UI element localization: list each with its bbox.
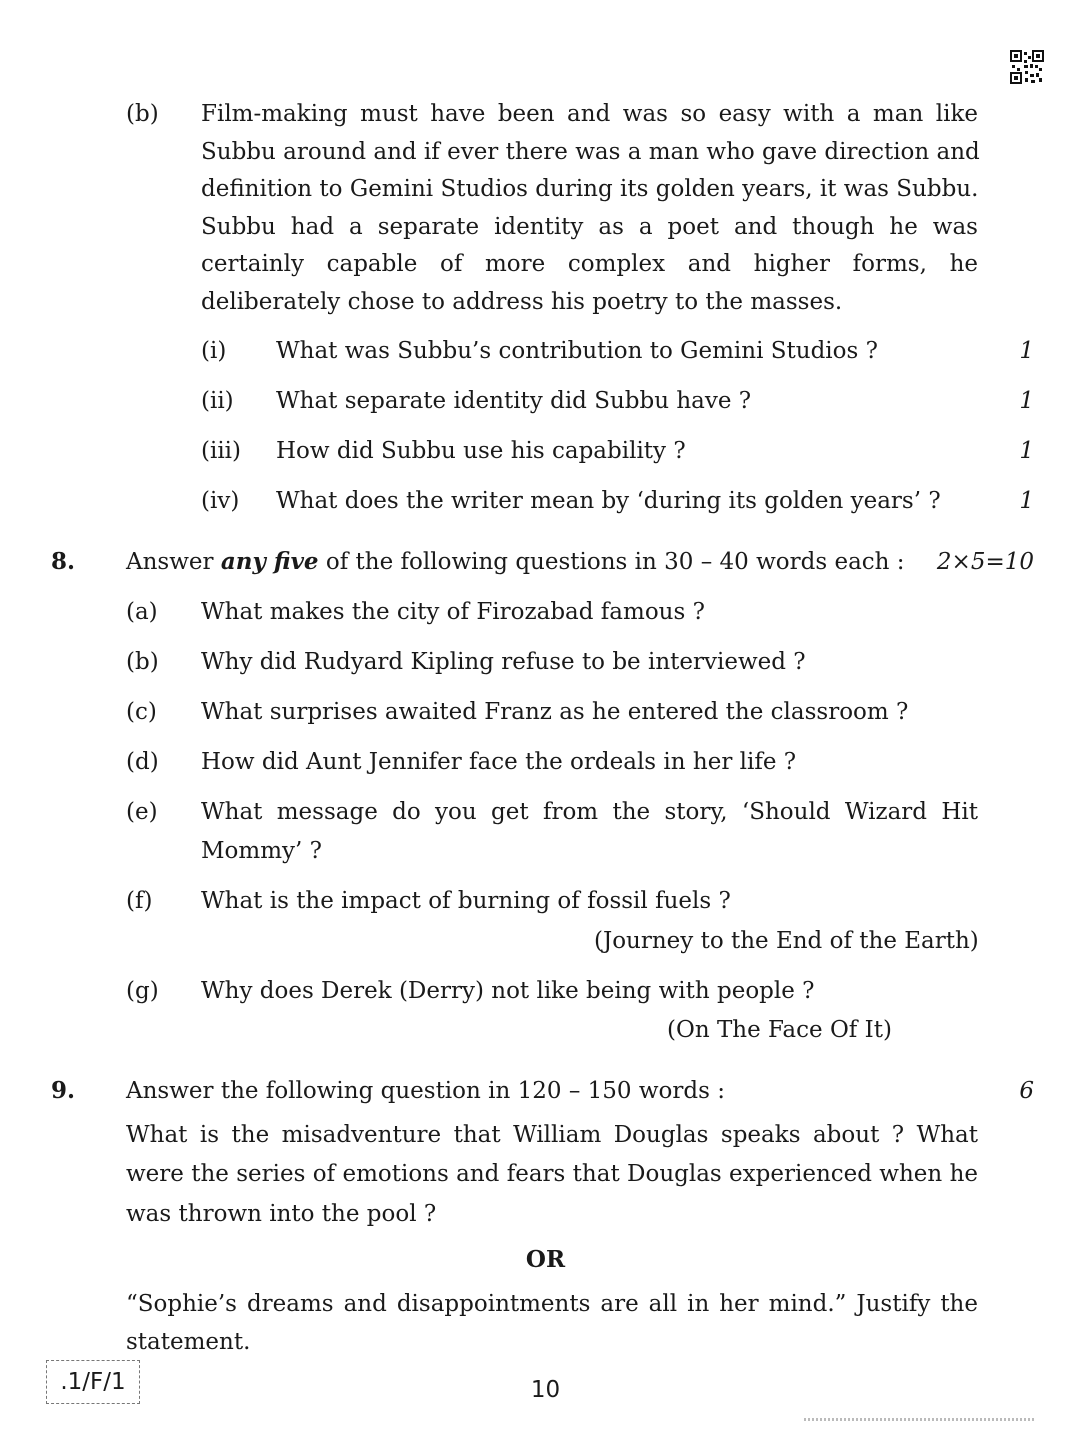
- subquestion-marks: 1: [1019, 338, 1034, 364]
- subquestion-text: What does the writer mean by ‘during its golden years’ ?: [276, 488, 941, 514]
- passage-line: deliberately chose to address his poetry to the masses.: [201, 289, 843, 315]
- passage-line: Subbu around and if ever there was a man who gave direction and: [201, 139, 980, 165]
- item-text: What message do you get from the story, ‘Should Wizard Hit: [201, 799, 978, 825]
- paper-code: .1/F/1: [60, 1369, 126, 1395]
- item-text: What surprises awaited Franz as he entered the classroom ?: [201, 699, 909, 725]
- question-number: 8.: [51, 548, 76, 575]
- item-text: Why does Derek (Derry) not like being with people ?: [201, 978, 815, 1004]
- question-line: were the series of emotions and fears that Douglas experienced when he: [126, 1161, 978, 1187]
- q8-marks: 2×5=10: [936, 549, 1034, 575]
- subquestion-marks: 1: [1019, 438, 1034, 464]
- question-number: 9.: [51, 1077, 76, 1104]
- instruction-text: Answer: [126, 549, 221, 575]
- subquestion-marks: 1: [1019, 388, 1034, 414]
- item-text: Mommy’ ?: [201, 838, 322, 864]
- passage-line: definition to Gemini Studios during its golden years, it was Subbu.: [201, 176, 979, 202]
- subquestion-text: What separate identity did Subbu have ?: [276, 388, 752, 414]
- item-label: (d): [126, 749, 159, 775]
- item-label: (e): [126, 799, 158, 825]
- q9-instruction: Answer the following question in 120 – 150 words :: [126, 1078, 725, 1104]
- instruction-text: of the following questions in 30 – 40 words each :: [318, 549, 905, 575]
- item-source: (On The Face Of It): [667, 1017, 892, 1043]
- subquestion-label: (iii): [201, 438, 242, 464]
- item-text: What is the impact of burning of fossil fuels ?: [201, 888, 731, 914]
- item-text: Why did Rudyard Kipling refuse to be interviewed ?: [201, 649, 806, 675]
- subquestion-marks: 1: [1019, 488, 1034, 514]
- qr-code-icon: [1010, 50, 1044, 84]
- page-number: 10: [530, 1377, 561, 1403]
- question-line: “Sophie’s dreams and disappointments are all in her mind.” Justify the: [126, 1291, 978, 1317]
- subquestion-text: What was Subbu’s contribution to Gemini Studios ?: [276, 338, 878, 364]
- question-line: statement.: [126, 1329, 251, 1355]
- item-label: (b): [126, 649, 159, 675]
- item-label: (c): [126, 699, 157, 725]
- item-text: How did Aunt Jennifer face the ordeals in her life ?: [201, 749, 797, 775]
- item-label: (f): [126, 888, 153, 914]
- q9-marks: 6: [1019, 1078, 1034, 1104]
- question-line: What is the misadventure that William Douglas speaks about ? What: [126, 1122, 978, 1148]
- security-microtext-line: [804, 1418, 1036, 1421]
- item-label: (a): [126, 599, 158, 625]
- passage-line: certainly capable of more complex and higher forms, he: [201, 251, 978, 277]
- subquestion-label: (ii): [201, 388, 234, 414]
- item-text: What makes the city of Firozabad famous ?: [201, 599, 705, 625]
- passage-line: Film-making must have been and was so easy with a man like: [201, 101, 978, 127]
- passage-line: Subbu had a separate identity as a poet and though he was: [201, 214, 978, 240]
- question-line: was thrown into the pool ?: [126, 1201, 437, 1227]
- subquestion-text: How did Subbu use his capability ?: [276, 438, 686, 464]
- q7b-label: (b): [126, 101, 159, 127]
- subquestion-label: (iv): [201, 488, 240, 514]
- instruction-emphasis: any five: [220, 548, 319, 575]
- q8-instruction: [126, 547, 905, 577]
- or-divider: OR: [525, 1246, 566, 1273]
- subquestion-label: (i): [201, 338, 227, 364]
- item-source: (Journey to the End of the Earth): [594, 928, 979, 954]
- item-label: (g): [126, 978, 159, 1004]
